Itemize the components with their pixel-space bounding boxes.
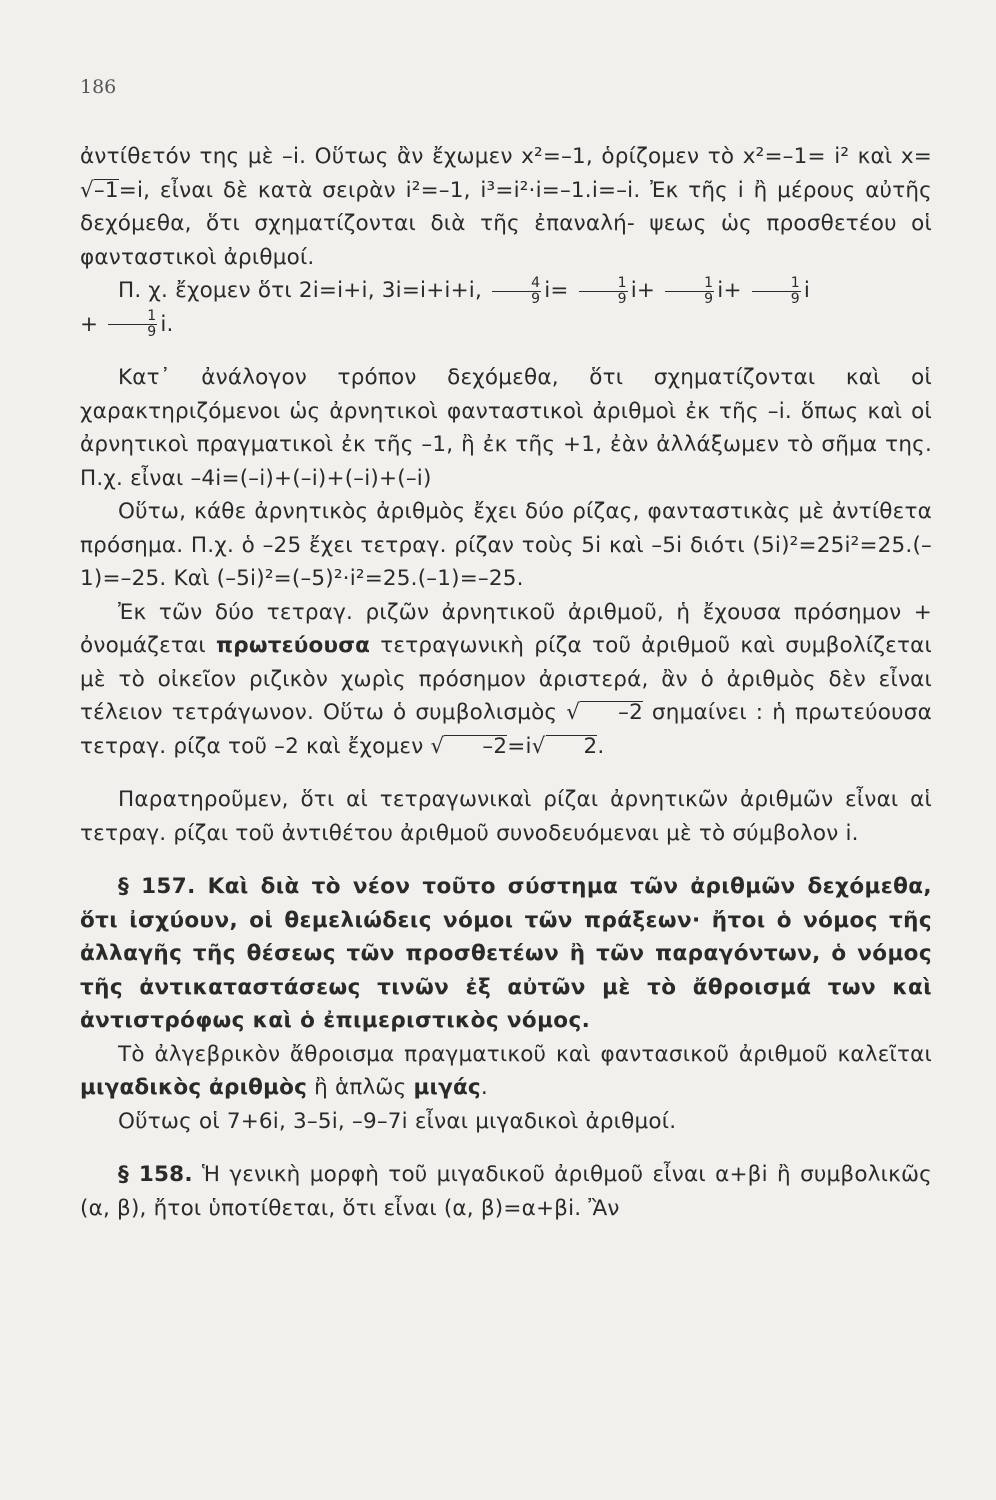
example-text: i= [544,278,569,303]
complex-text: ἢ ἁπλῶς [307,1075,414,1100]
example-text: i. [160,311,174,337]
intro-line-2a: i² καὶ x= [834,144,933,169]
section-157: § 157. Καὶ διὰ τὸ νέον τοῦτο σύστημα τῶν ἀριθμῶν δεχόμεθα, ὅτι ἰσχύουν, οἱ θεμελιώδεις νόμοι τῶν πράξεων· ἤτοι ὁ νόμος τῆς ἀλλαγῆς τῆς θέσεως τῶν προσθετέων ἢ τῶν παραγόντων, ὁ νόμος τῆς ἀντικαταστάσεως τινῶν ἐξ αὐτῶν μὲ τὸ ἄθροισμά των καὶ ἀντιστρόφως καὶ ὁ ἐπιμεριστικὸς νόμος. [80,874,932,1033]
fraction [492,276,541,307]
fraction-num: 1 [579,276,628,292]
intro-line-4: ψεως ὡς προσθετέου οἱ φανταστικοὶ ἀριθμοί. [80,211,932,270]
term-complex: μιγάς [413,1075,481,1100]
fraction [579,276,628,307]
radicand: –2 [580,701,643,724]
fraction-den: 9 [617,290,627,307]
radical-sign: √ [531,733,546,759]
paragraph-example [80,274,932,341]
principal-text: τετραγωνικὴ ρίζα τοῦ ἀριθμοῦ καὶ συμβολίζεται μὲ τὸ οἰκεῖον ριζικὸν χωρὶς πρόσημον ἀριστερά, ἂν ὁ ἀριθμὸς δὲν εἶναι τέλειον τετράγωνον. Οὕτω ὁ συμβολισμὸς [80,633,932,725]
principal-text: . [597,733,605,759]
fraction [665,276,714,307]
paragraph-principal-root [80,596,932,764]
fraction-den: 9 [790,290,800,307]
intro-line-3: τῆς i ἢ μέρους αὐτῆς δεχόμεθα, ὅτι σχηματίζονται διὰ τῆς ἐπαναλή- [80,177,932,236]
page-number: 186 [80,76,117,98]
principal-text: =i [507,733,532,759]
paragraph-negative-imaginary: Κατ᾽ ἀνάλογον τρόπον δεχόμεθα, ὅτι σχηματίζονται καὶ οἱ χαρακτηριζόμενοι ὡς ἀρνητικοὶ φανταστικοὶ ἀριθμοὶ ἐκ τῆς –i. ὅπως καὶ οἱ ἀρνητικοὶ πραγματικοὶ ἐκ τῆς –1, ἢ ἐκ τῆς +1, ἐὰν ἀλλάξωμεν τὸ σῆμα της. Π.χ. εἶναι –4i=(–i)+(–i)+(–i)+(–i) [80,365,932,491]
paragraph-two-roots: Οὕτω, κάθε ἀρνητικὸς ἀριθμὸς ἔχει δύο ρίζας, φανταστικὰς μὲ ἀντίθετα πρόσημα. Π.χ. ὁ –25 ἔχει τετραγ. ρίζαν τοὺς 5i καὶ –5i διότι (5i)²=25i²=25.(–1)=–25. Καὶ (–5i)²=(–5)²·i²=25.(–1)=–25. [80,499,932,591]
radical-sign: √ [566,700,581,725]
example-text: + [80,311,99,337]
page-text [80,140,932,1225]
fraction-num: 4 [492,276,541,292]
principal-text: σημαίνει : ἡ πρωτεύουσα τετραγ. ρίζα τοῦ –2 καὶ ἔχομεν [80,700,932,759]
paragraph-complex-definition [80,1038,932,1105]
intro-line-1: ἀντίθετόν της μὲ –i. Οὕτως ἂν ἔχωμεν x²=–1, ὁρίζομεν τὸ x²=–1= [80,144,826,169]
radicand: 2 [546,735,598,758]
fraction [108,309,157,340]
complex-text: Τὸ ἀλγεβρικὸν ἄθροισμα πραγματικοῦ καὶ φαντασικοῦ ἀριθμοῦ καλεῖται [118,1041,932,1067]
term-complex-number: μιγαδικὸς ἀριθμὸς [80,1075,308,1100]
fraction-den: 9 [704,290,714,307]
radical-sign: √ [80,177,94,203]
paragraph-observation: Παρατηροῦμεν, ὅτι αἱ τετραγωνικαὶ ρίζαι ἀρνητικῶν ἀριθμῶν εἶναι αἱ τετραγ. ρίζαι τοῦ ἀντιθέτου ἀριθμοῦ συνοδευόμεναι μὲ τὸ σύμβολον i. [80,787,932,846]
fraction-den: 9 [147,324,157,340]
section-158 [80,1158,932,1225]
radical-sign: √ [430,733,445,759]
term-principal: πρωτεύουσα [216,633,371,658]
radicand: –2 [444,735,507,758]
section-158-text: Ἡ γενικὴ μορφὴ τοῦ μιγαδικοῦ ἀριθμοῦ εἶναι α+βi ἢ συμβολικῶς (α, β), ἤτοι ὑποτίθεται, ὅτι εἶναι (α, β)=α+βi. Ἂν [80,1162,932,1221]
paragraph-intro [80,140,932,274]
principal-text: Ἐκ τῶν δύο τετραγ. ριζῶν ἀρνητικοῦ ἀριθμοῦ, ἡ ἔχουσα πρόσημον + ὀνομάζεται [80,599,932,658]
fraction [752,276,801,307]
paragraph-complex-examples: Οὕτως οἱ 7+6i, 3–5i, –9–7i εἶναι μιγαδικοὶ ἀριθμοί. [118,1108,677,1134]
intro-line-2b: =i, εἶναι δὲ κατὰ σειρὰν i²=–1, i³=i²·i=–1.i=–i. Ἐκ [118,177,679,203]
example-text: i+ [717,278,742,303]
example-text: Π. χ. ἔχομεν ὅτι 2i=i+i, 3i=i+i+i, [118,278,483,303]
complex-text: . [480,1075,488,1100]
fraction-num: 1 [752,276,801,292]
example-text: i+ [630,278,656,303]
fraction-num: 1 [108,309,157,325]
radicand: –1 [93,177,119,203]
section-158-number: § 158. [118,1162,193,1187]
fraction-den: 9 [531,290,541,307]
example-text: i [803,278,811,303]
fraction-num: 1 [665,276,714,292]
